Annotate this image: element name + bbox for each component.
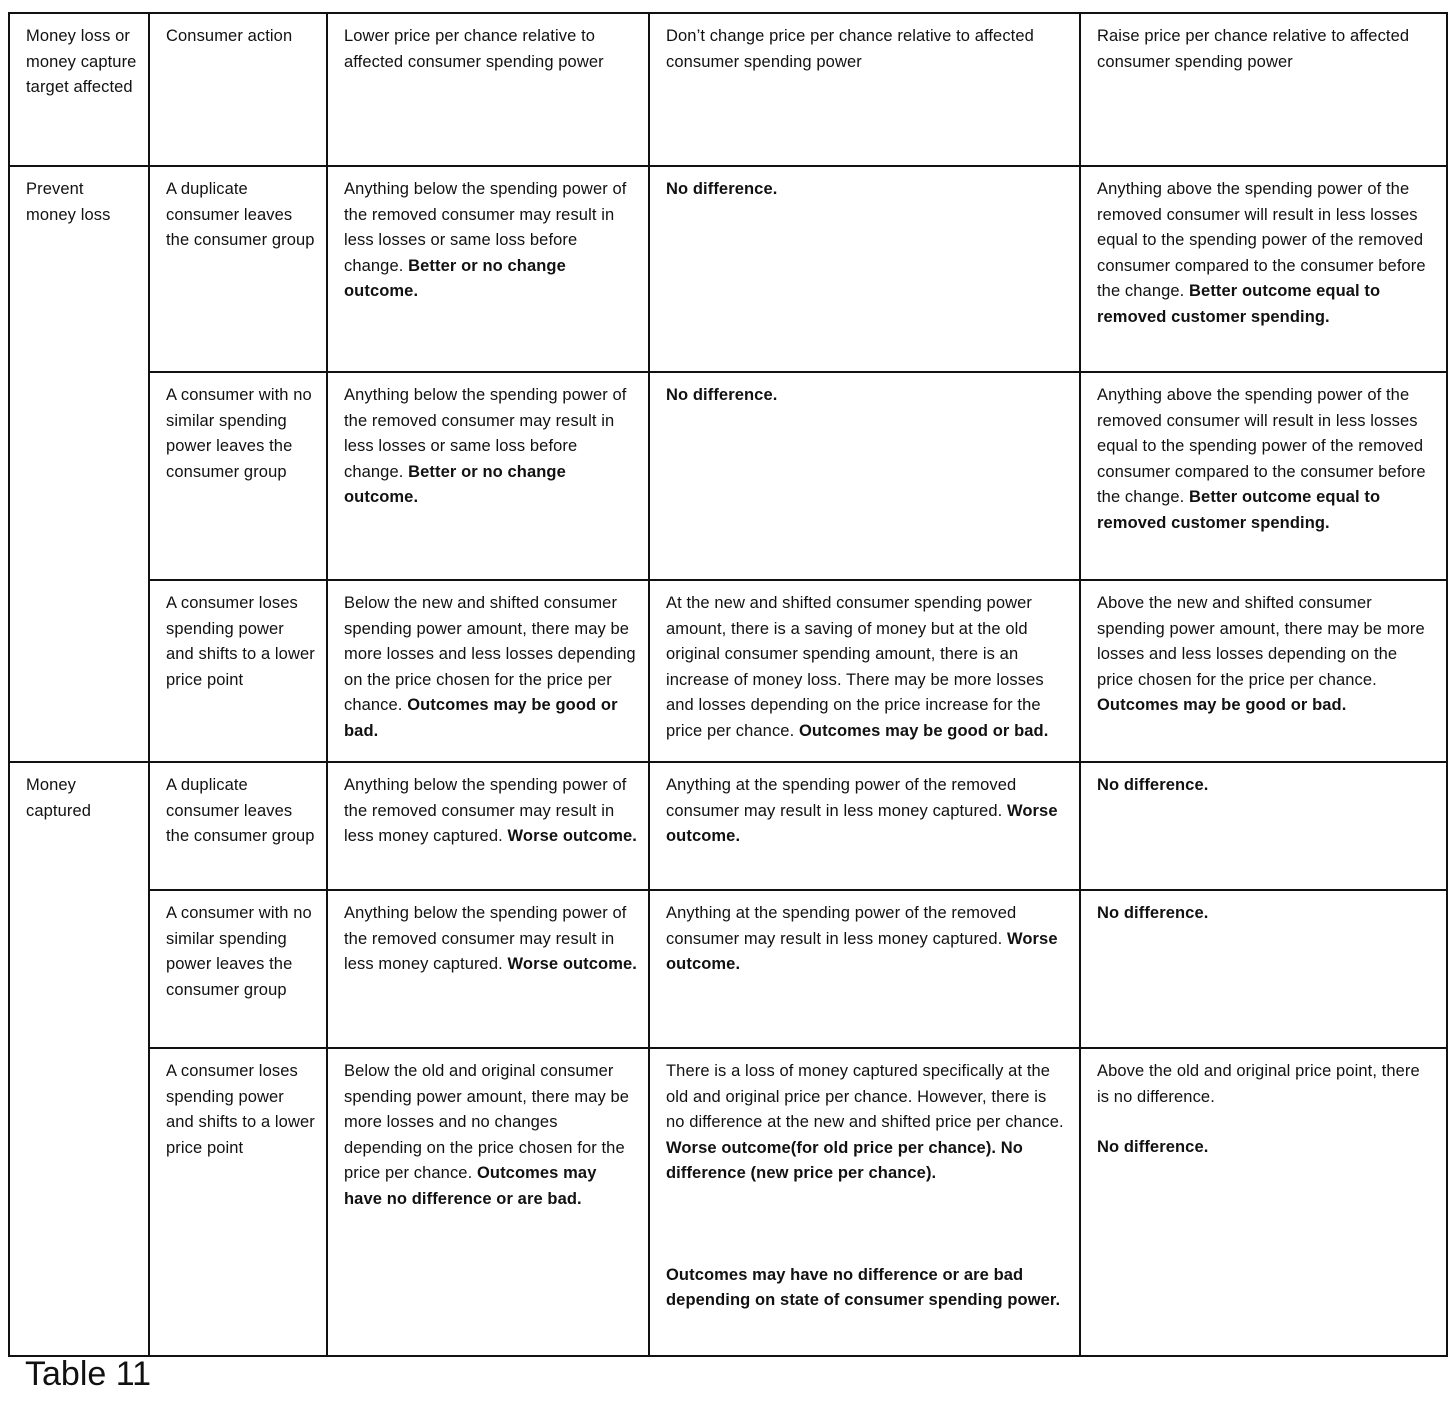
header-raise: Raise price per chance relative to affected consumer spending power	[1080, 13, 1447, 166]
target-cell-captured: Money captured	[9, 762, 149, 1356]
header-target: Money loss or money capture target affected	[9, 13, 149, 166]
action-cell: A consumer with no similar spending power leaves the consumer group	[149, 372, 327, 580]
raise-cell: Above the new and shifted consumer spending power amount, there may be more losses and less losses depending on the price chosen for the price per chance. Outcomes may be good or bad.	[1080, 580, 1447, 762]
lower-cell: Anything below the spending power of the removed consumer may result in less money captured. Worse outcome.	[327, 890, 649, 1048]
lower-cell: Anything below the spending power of the removed consumer may result in less money captured. Worse outcome.	[327, 762, 649, 890]
lower-cell: Anything below the spending power of the removed consumer may result in less losses or same loss before change. Better or no change outcome.	[327, 372, 649, 580]
table-caption: Table 11	[25, 1355, 152, 1393]
action-cell: A consumer with no similar spending power leaves the consumer group	[149, 890, 327, 1048]
target-cell-prevent: Prevent money loss	[9, 166, 149, 762]
action-cell: A consumer loses spending power and shifts to a lower price point	[149, 580, 327, 762]
raise-cell: No difference.	[1080, 762, 1447, 890]
table-row	[9, 762, 1447, 890]
table-row	[9, 372, 1447, 580]
comparison-table	[8, 12, 1448, 1357]
raise-cell: Anything above the spending power of the removed consumer will result in less losses equal to the spending power of the removed consumer compared to the consumer before the change. Better outcome equal to removed customer spending.	[1080, 166, 1447, 372]
same-cell: No difference.	[649, 166, 1080, 372]
action-cell: A consumer loses spending power and shifts to a lower price point	[149, 1048, 327, 1356]
header-same: Don’t change price per chance relative to affected consumer spending power	[649, 13, 1080, 166]
table-row	[9, 1048, 1447, 1356]
same-cell: Anything at the spending power of the removed consumer may result in less money captured. Worse outcome.	[649, 890, 1080, 1048]
same-cell: There is a loss of money captured specifically at the old and original price per chance. However, there is no difference at the new and shifted price per chance. Worse outcome(for old price per chance). No difference (new price per chance). Outcomes may have no difference or are bad depending on state of consumer spending power.	[649, 1048, 1080, 1356]
same-cell-summary: Outcomes may have no difference or are bad depending on state of consumer spending power.	[666, 1265, 1061, 1309]
lower-cell: Below the old and original consumer spending power amount, there may be more losses and no changes depending on the price chosen for the price per chance. Outcomes may have no difference or are bad.	[327, 1048, 649, 1356]
lower-cell: Anything below the spending power of the removed consumer may result in less losses or same loss before change. Better or no change outcome.	[327, 166, 649, 372]
action-cell: A duplicate consumer leaves the consumer group	[149, 762, 327, 890]
header-action: Consumer action	[149, 13, 327, 166]
lower-cell: Below the new and shifted consumer spending power amount, there may be more losses and less losses depending on the price chosen for the price per chance. Outcomes may be good or bad.	[327, 580, 649, 762]
table-row	[9, 166, 1447, 372]
same-cell: Anything at the spending power of the removed consumer may result in less money captured. Worse outcome.	[649, 762, 1080, 890]
header-lower: Lower price per chance relative to affected consumer spending power	[327, 13, 649, 166]
table-row	[9, 890, 1447, 1048]
same-cell: At the new and shifted consumer spending power amount, there is a saving of money but at the old original consumer spending amount, there is an increase of money loss. There may be more losses and losses depending on the price increase for the price per chance. Outcomes may be good or bad.	[649, 580, 1080, 762]
header-row	[9, 13, 1447, 166]
action-cell: A duplicate consumer leaves the consumer group	[149, 166, 327, 372]
table-row	[9, 580, 1447, 762]
raise-cell: Anything above the spending power of the removed consumer will result in less losses equal to the spending power of the removed consumer compared to the consumer before the change. Better outcome equal to removed customer spending.	[1080, 372, 1447, 580]
same-cell: No difference.	[649, 372, 1080, 580]
raise-cell: Above the old and original price point, there is no difference. No difference.	[1080, 1048, 1447, 1356]
raise-cell: No difference.	[1080, 890, 1447, 1048]
